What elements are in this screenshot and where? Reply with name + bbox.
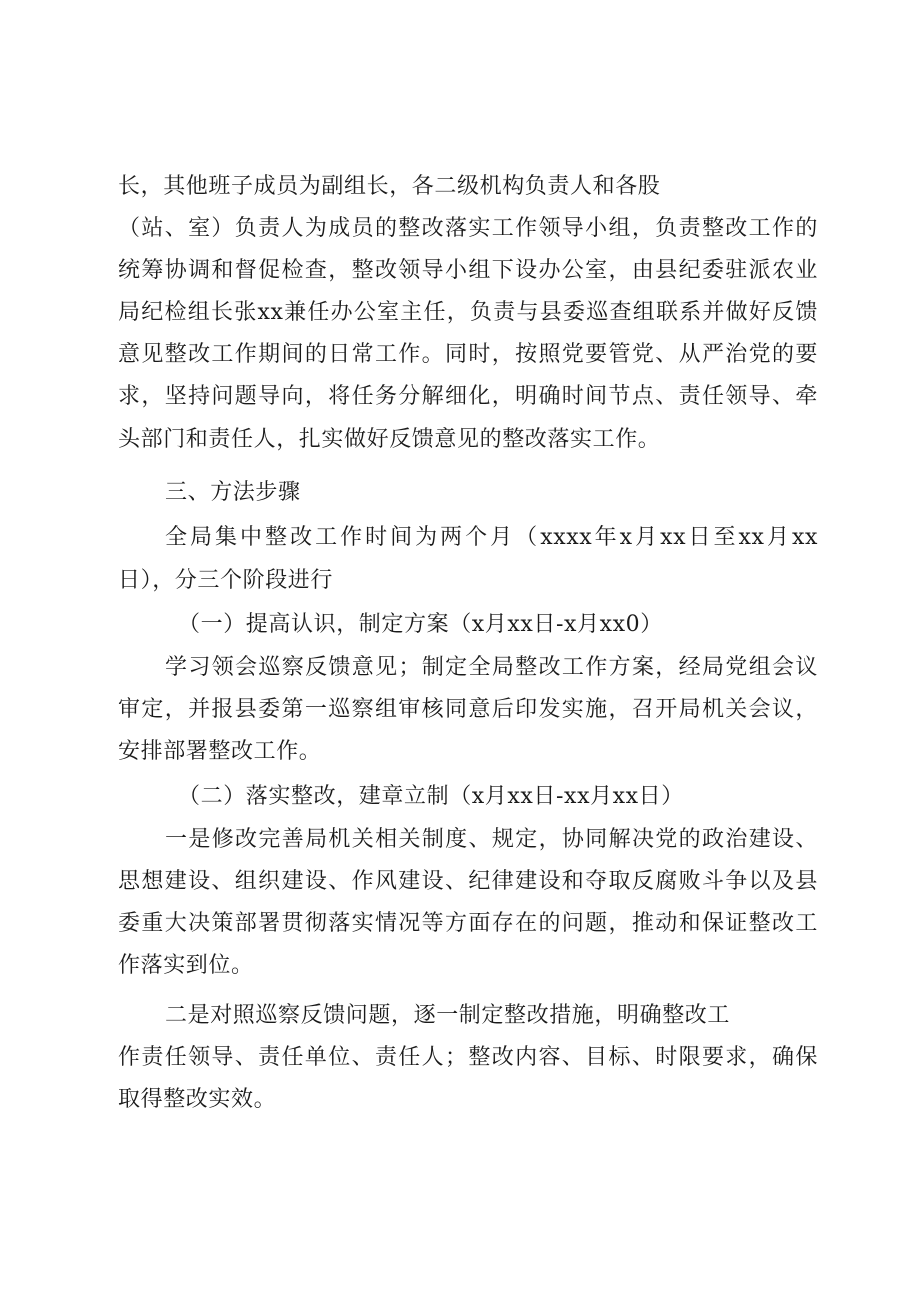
paragraph-line: 局纪检组长张xx兼任办公室主任，负责与县委巡查组联系并做好反馈: [118, 300, 818, 325]
paragraph-line: （站、室）负责人为成员的整改落实工作领导小组，负责整改工作的: [118, 216, 818, 241]
paragraph-line: 审定，并报县委第一巡察组审核同意后印发实施，召开局机关会议，: [118, 697, 818, 722]
paragraph-line: 一是修改完善局机关相关制度、规定，协同解决党的政治建设、: [165, 827, 818, 852]
paragraph-line: 作落实到位。: [118, 953, 254, 978]
section-heading: 三、方法步骤: [165, 480, 301, 505]
paragraph-line: 统筹协调和督促检查，整改领导小组下设办公室，由县纪委驻派农业: [118, 258, 818, 283]
paragraph-line: 安排部署整改工作。: [118, 739, 322, 764]
paragraph-line: 作责任领导、责任单位、责任人；整改内容、目标、时限要求，确保: [118, 1045, 818, 1070]
paragraph-line: 二是对照巡察反馈问题，逐一制定整改措施，明确整改工: [165, 1003, 731, 1028]
subheading: （一）提高认识，制定方案（x月xx日-x月xx0）: [178, 612, 663, 637]
subheading: （二）落实整改，建章立制（x月xx日-xx月xx日）: [178, 784, 684, 809]
paragraph-line: 意见整改工作期间的日常工作。同时，按照党要管党、从严治党的要: [118, 342, 818, 367]
paragraph-line: 取得整改实效。: [118, 1087, 277, 1112]
paragraph-line: 学习领会巡察反馈意见；制定全局整改工作方案，经局党组会议: [165, 655, 818, 680]
paragraph-line: 全局集中整改工作时间为两个月（xxxx年x月xx日至xx月xx: [165, 525, 818, 550]
paragraph-line: 长，其他班子成员为副组长，各二级机构负责人和各股: [118, 174, 661, 199]
paragraph-line: 委重大决策部署贯彻落实情况等方面存在的问题，推动和保证整改工: [118, 911, 818, 936]
paragraph-line: 求，坚持问题导向，将任务分解细化，明确时间节点、责任领导、牵: [118, 384, 818, 409]
paragraph-line: 思想建设、组织建设、作风建设、纪律建设和夺取反腐败斗争以及县: [118, 869, 818, 894]
paragraph-line: 头部门和责任人，扎实做好反馈意见的整改落实工作。: [118, 427, 661, 452]
paragraph-line: 日），分三个阶段进行: [118, 568, 334, 593]
